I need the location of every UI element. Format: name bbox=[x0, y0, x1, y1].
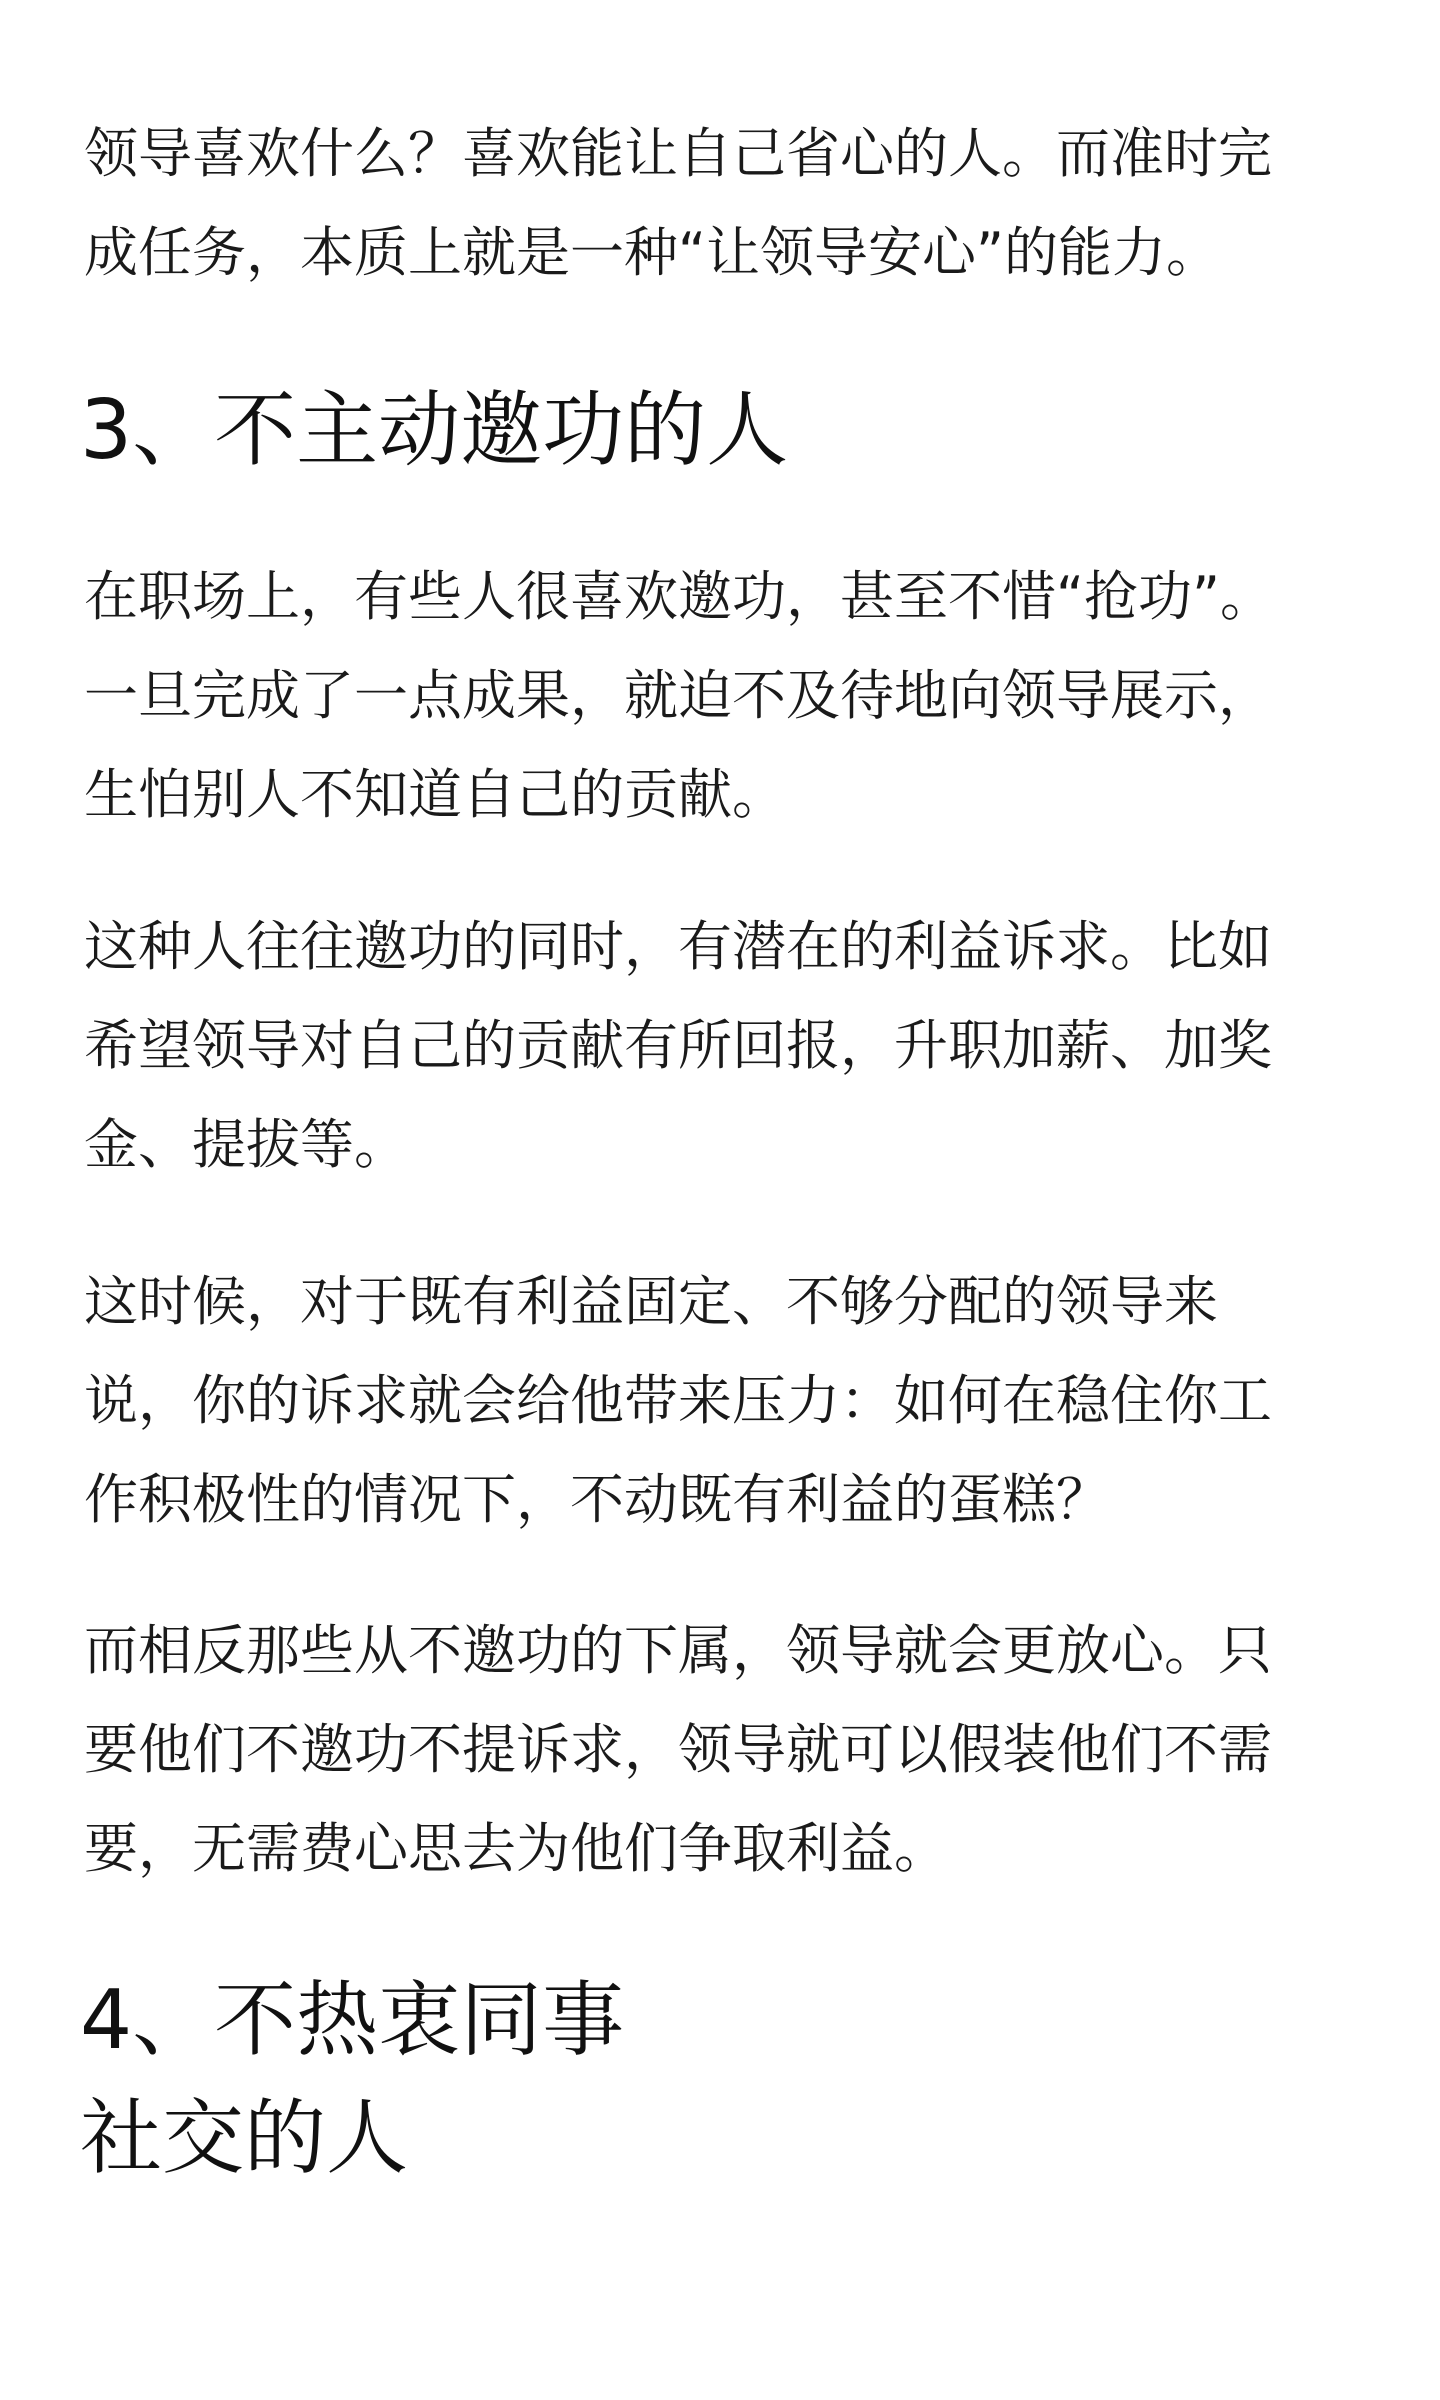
text-line: 生怕别人不知道自己的贡献。 bbox=[84, 763, 786, 826]
heading-line: 4、不热衷同事 bbox=[80, 1973, 625, 2068]
text-line: 这种人往往邀功的同时，有潜在的利益诉求。比如 bbox=[84, 915, 1272, 978]
section-3-paragraph-2 bbox=[84, 897, 1374, 1194]
text-line: 领导喜欢什么？喜欢能让自己省心的人。而准时完 bbox=[84, 122, 1272, 185]
section-3-paragraph-1 bbox=[84, 547, 1374, 844]
section-3-paragraph-3 bbox=[84, 1252, 1374, 1549]
text-line: 要他们不邀功不提诉求，领导就可以假装他们不需 bbox=[84, 1718, 1272, 1781]
text-line: 要，无需费心思去为他们争取利益。 bbox=[84, 1817, 948, 1880]
text-line: 希望领导对自己的贡献有所回报，升职加薪、加奖 bbox=[84, 1014, 1272, 1077]
heading-line: 3、不主动邀功的人 bbox=[80, 383, 789, 478]
intro-paragraph bbox=[84, 104, 1374, 302]
text-line: 成任务，本质上就是一种“让领导安心”的能力。 bbox=[84, 221, 1220, 284]
section-3-paragraph-4 bbox=[84, 1601, 1374, 1898]
text-line: 而相反那些从不邀功的下属，领导就会更放心。只 bbox=[84, 1619, 1272, 1682]
heading-line: 社交的人 bbox=[80, 2091, 409, 2186]
text-line: 在职场上，有些人很喜欢邀功，甚至不惜“抢功”。 bbox=[84, 565, 1274, 628]
text-line: 这时候，对于既有利益固定、不够分配的领导来 bbox=[84, 1270, 1218, 1333]
text-line: 一旦完成了一点成果，就迫不及待地向领导展示， bbox=[84, 664, 1272, 727]
section-3-heading bbox=[80, 372, 1370, 490]
section-4-heading bbox=[80, 1962, 1370, 2198]
text-line: 金、提拔等。 bbox=[84, 1113, 408, 1176]
text-line: 作积极性的情况下，不动既有利益的蛋糕？ bbox=[84, 1468, 1110, 1531]
text-line: 说，你的诉求就会给他带来压力：如何在稳住你工 bbox=[84, 1369, 1272, 1432]
